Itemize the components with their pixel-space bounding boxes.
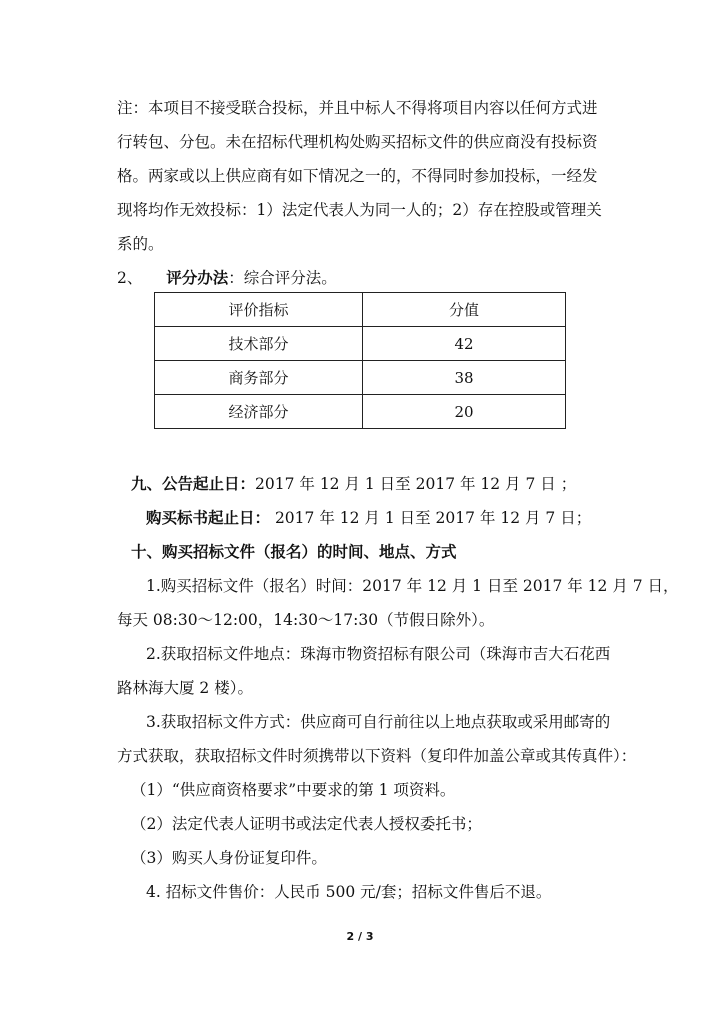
note-line-2: 行转包、分包。未在招标代理机构处购买招标文件的供应商没有投标资 bbox=[117, 133, 598, 151]
item1-line1: 1.购买招标文件（报名）时间：2017 年 12 月 1 日至 2017 年 12 月 7 日， bbox=[146, 577, 679, 595]
item3-sub3: （3）购买人身份证复印件。 bbox=[131, 849, 327, 867]
table-row bbox=[155, 361, 566, 395]
note-line-5: 系的。 bbox=[117, 235, 164, 253]
table-cell-name: 经济部分 bbox=[155, 395, 363, 429]
scoring-table bbox=[154, 292, 566, 429]
table-cell-name: 技术部分 bbox=[155, 327, 363, 361]
item3-sub2: （2）法定代表人证明书或法定代表人授权委托书； bbox=[131, 815, 482, 833]
item3-sub1: （1）“供应商资格要求”中要求的第 1 项资料。 bbox=[131, 781, 456, 799]
page-number: 2 / 3 bbox=[346, 930, 374, 943]
table-cell-score: 38 bbox=[363, 361, 566, 395]
note-line-4: 现将均作无效投标：1）法定代表人为同一人的；2）存在控股或管理关 bbox=[117, 201, 602, 219]
scoring-number: 2、 bbox=[117, 269, 143, 287]
table-row bbox=[155, 327, 566, 361]
section9-sub-value: 2017 年 12 月 1 日至 2017 年 12 月 7 日； bbox=[270, 509, 592, 527]
item1-line2: 每天 08:30～12:00，14:30～17:30（节假日除外）。 bbox=[117, 611, 495, 629]
table-header-row bbox=[155, 293, 566, 327]
scoring-value: ：综合评分法。 bbox=[228, 269, 337, 287]
table-header-indicator: 评价指标 bbox=[155, 293, 363, 327]
item4-line: 4. 招标文件售价：人民币 500 元/套；招标文件售后不退。 bbox=[146, 883, 552, 901]
item3-line1: 3.获取招标文件方式：供应商可自行前往以上地点获取或采用邮寄的 bbox=[146, 713, 611, 731]
item2-line1: 2.获取招标文件地点：珠海市物资招标有限公司（珠海市吉大石花西 bbox=[146, 645, 611, 663]
note-line-1: 注：本项目不接受联合投标，并且中标人不得将项目内容以任何方式进 bbox=[117, 99, 598, 117]
scoring-heading bbox=[117, 268, 337, 288]
item3-line2: 方式获取，获取招标文件时须携带以下资料（复印件加盖公章或其传真件）： bbox=[117, 747, 637, 765]
section9-line bbox=[131, 474, 576, 494]
table-header-score: 分值 bbox=[363, 293, 566, 327]
table-row bbox=[155, 395, 566, 429]
section9-sub-line bbox=[146, 508, 591, 528]
item2-line2: 路林海大厦 2 楼）。 bbox=[117, 679, 253, 697]
table-cell-name: 商务部分 bbox=[155, 361, 363, 395]
scoring-label: 评分办法 bbox=[166, 268, 229, 287]
section9-sub-label: 购买标书起止日： bbox=[146, 508, 271, 527]
section10-title: 十、购买招标文件（报名）的时间、地点、方式 bbox=[131, 542, 457, 561]
section9-value: 2017 年 12 月 1 日至 2017 年 12 月 7 日 ； bbox=[255, 475, 577, 493]
note-line-3: 格。两家或以上供应商有如下情况之一的，不得同时参加投标，一经发 bbox=[117, 167, 598, 185]
table-cell-score: 20 bbox=[363, 395, 566, 429]
section9-label: 九、公告起止日： bbox=[131, 474, 256, 493]
table-cell-score: 42 bbox=[363, 327, 566, 361]
